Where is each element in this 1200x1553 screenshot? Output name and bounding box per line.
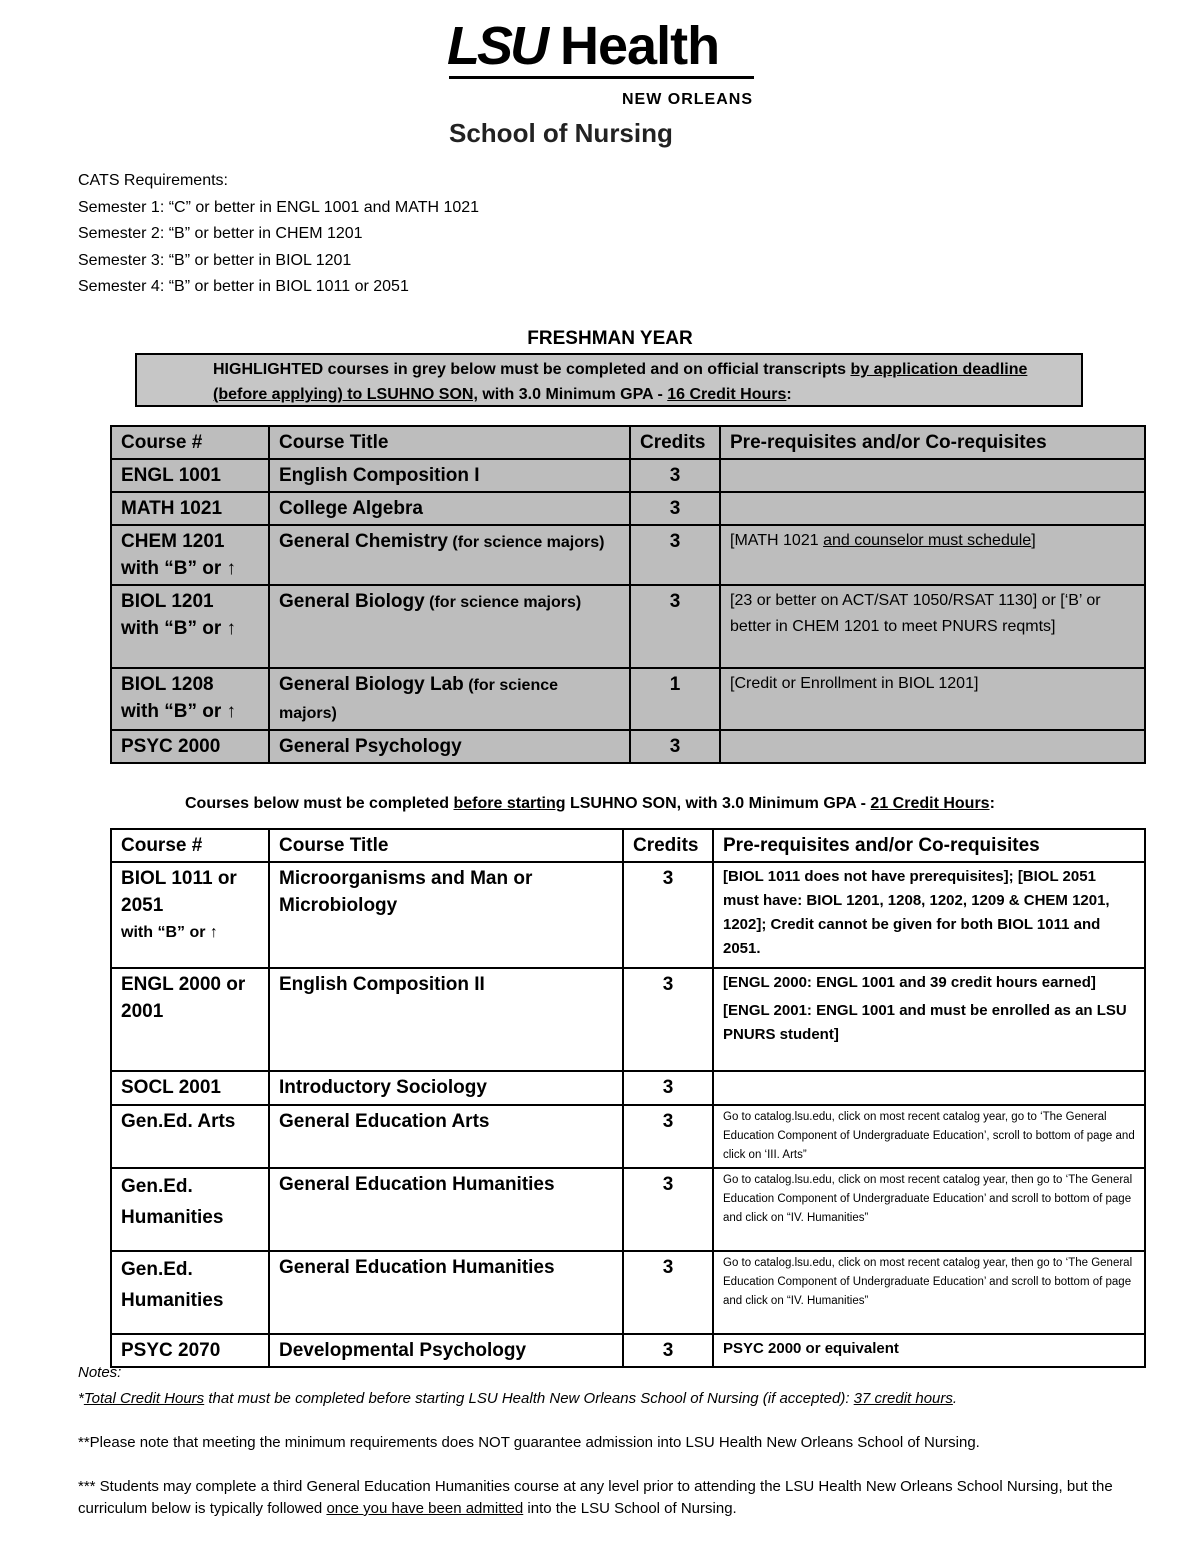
course-title: English Composition II — [269, 968, 623, 1071]
course-number: SOCL 2001 — [111, 1071, 269, 1105]
course-credits: 3 — [623, 862, 713, 968]
course-credits: 3 — [630, 459, 720, 492]
table-row — [111, 1168, 1145, 1251]
course-prereqs: [Credit or Enrollment in BIOL 1201] — [720, 668, 1145, 730]
cats-line: Semester 1: “C” or better in ENGL 1001 and MATH 1021 — [78, 198, 480, 216]
course-title: Introductory Sociology — [269, 1071, 623, 1105]
course-number: BIOL 1011 or 2051 with “B” or ↑ — [111, 862, 269, 968]
notes-title: Notes: — [78, 1364, 122, 1381]
table-row — [111, 459, 1145, 492]
course-number: Gen.Ed. Humanities — [111, 1168, 269, 1251]
course-title: General Psychology — [269, 730, 630, 763]
grade-qualifier: with “B” or ↑ — [121, 924, 218, 941]
course-title: General Chemistry (for science majors) — [269, 525, 630, 585]
cats-title: CATS Requirements: — [78, 172, 228, 189]
school-name: School of Nursing — [449, 118, 673, 148]
table-row — [111, 1105, 1145, 1168]
pre-start-courses-table — [110, 828, 1146, 1368]
course-title: Microorganisms and Man or Microbiology — [269, 862, 623, 968]
header-course: Course # — [111, 829, 269, 862]
cats-requirements — [78, 168, 479, 301]
course-prereqs — [720, 730, 1145, 763]
note-no-guarantee: **Please note that meeting the minimum requirements does NOT guarantee admission into LSU Health New Orleans School of Nursing. — [78, 1434, 980, 1451]
course-prereqs — [720, 459, 1145, 492]
course-title: General Education Arts — [269, 1105, 623, 1168]
course-prereqs: [23 or better on ACT/SAT 1050/RSAT 1130] or [‘B’ or better in CHEM 1201 to meet PNURS reqmts] — [720, 585, 1145, 668]
logo-rule — [449, 76, 754, 79]
table-row — [111, 585, 1145, 668]
note-third-humanities: *** Students may complete a third General Education Humanities course at any level prior to attending the LSU Health New Orleans School Nursing, but the curriculum below is typically followed once you have been admitted into the LSU School of Nursing. — [78, 1478, 1113, 1517]
course-title: General Education Humanities — [269, 1168, 623, 1251]
course-credits: 3 — [623, 1168, 713, 1251]
course-credits: 3 — [623, 1071, 713, 1105]
course-credits: 3 — [623, 1105, 713, 1168]
table-row — [111, 525, 1145, 585]
course-credits: 1 — [630, 668, 720, 730]
course-number: ENGL 2000 or 2001 — [111, 968, 269, 1071]
course-title: College Algebra — [269, 492, 630, 525]
course-credits: 3 — [630, 492, 720, 525]
table-row — [111, 492, 1145, 525]
table-row — [111, 1251, 1145, 1334]
header-prereqs: Pre-requisites and/or Co-requisites — [720, 426, 1145, 459]
course-number: Gen.Ed. Humanities — [111, 1251, 269, 1334]
course-title: General Biology (for science majors) — [269, 585, 630, 668]
highlight-note: HIGHLIGHTED courses in grey below must be completed and on official transcripts by application deadline (before applying) to LSUHNO SON, with 3.0 Minimum GPA - 16 Credit Hours: — [213, 361, 1028, 403]
lsu-health-logo — [447, 16, 767, 148]
table-row — [111, 730, 1145, 763]
freshman-year-title: FRESHMAN YEAR — [527, 328, 693, 349]
course-prereqs: Go to catalog.lsu.edu, click on most recent catalog year, then go to ‘The General Education Component of Undergraduate Education’ and scroll to bottom of page and click on “IV. Humanities” — [713, 1251, 1145, 1334]
second-table-note: Courses below must be completed before starting LSUHNO SON, with 3.0 Minimum GPA - 21 Credit Hours: — [185, 795, 995, 812]
course-number: BIOL 1208 with “B” or ↑ — [111, 668, 269, 730]
cats-line: Semester 2: “B” or better in CHEM 1201 — [78, 225, 363, 242]
logo-wordmark: LSU Health — [447, 16, 720, 76]
notes-section — [78, 1362, 1158, 1520]
prerequisite-courses-table — [110, 425, 1146, 764]
course-number: ENGL 1001 — [111, 459, 269, 492]
course-number: MATH 1021 — [111, 492, 269, 525]
header-title: Course Title — [269, 829, 623, 862]
course-number: PSYC 2070 — [111, 1334, 269, 1367]
course-credits: 3 — [630, 730, 720, 763]
grade-qualifier: with “B” or ↑ — [121, 618, 237, 639]
table-header-row — [111, 426, 1145, 459]
table-row — [111, 668, 1145, 730]
course-title: General Education Humanities — [269, 1251, 623, 1334]
course-title: General Biology Lab (for science majors) — [269, 668, 630, 730]
logo-subtitle: NEW ORLEANS — [622, 91, 753, 108]
course-number: Gen.Ed. Arts — [111, 1105, 269, 1168]
course-title: English Composition I — [269, 459, 630, 492]
header-title: Course Title — [269, 426, 630, 459]
course-prereqs: [BIOL 1011 does not have prerequisites]; [BIOL 2051 must have: BIOL 1201, 1208, 1202, 1209 & CHEM 1201, 1202]; Credit cannot be given for both BIOL 1011 and 2051. — [713, 862, 1145, 968]
course-title: Developmental Psychology — [269, 1334, 623, 1367]
note-total-credits: *Total Credit Hours that must be completed before starting LSU Health New Orleans School of Nursing (if accepted): 37 credit hours. — [78, 1390, 958, 1407]
course-number: CHEM 1201 with “B” or ↑ — [111, 525, 269, 585]
course-prereqs — [713, 1071, 1145, 1105]
table-header-row — [111, 829, 1145, 862]
grade-qualifier: with “B” or ↑ — [121, 701, 237, 722]
course-prereqs — [720, 492, 1145, 525]
course-credits: 3 — [630, 525, 720, 585]
header-course: Course # — [111, 426, 269, 459]
highlight-note-box — [135, 353, 1083, 407]
course-number: PSYC 2000 — [111, 730, 269, 763]
course-credits: 3 — [623, 968, 713, 1071]
course-credits: 3 — [630, 585, 720, 668]
course-prereqs: [MATH 1021 and counselor must schedule] — [720, 525, 1145, 585]
course-prereqs: [ENGL 2000: ENGL 1001 and 39 credit hours earned] [ENGL 2001: ENGL 1001 and must be enrolled as an LSU PNURS student] — [713, 968, 1145, 1071]
cats-line: Semester 3: “B” or better in BIOL 1201 — [78, 251, 352, 269]
header-credits: Credits — [630, 426, 720, 459]
course-prereqs: PSYC 2000 or equivalent — [713, 1334, 1145, 1367]
table-row — [111, 1071, 1145, 1105]
header-credits: Credits — [623, 829, 713, 862]
cats-line: Semester 4: “B” or better in BIOL 1011 or 2051 — [78, 278, 409, 295]
header-prereqs: Pre-requisites and/or Co-requisites — [713, 829, 1145, 862]
course-prereqs: Go to catalog.lsu.edu, click on most recent catalog year, then go to ‘The General Education Component of Undergraduate Education’ and scroll to bottom of page and click on “IV. Humanities” — [713, 1168, 1145, 1251]
course-prereqs: Go to catalog.lsu.edu, click on most recent catalog year, go to ‘The General Education Component of Undergraduate Education’, scroll to bottom of page and click on ‘III. Arts” — [713, 1105, 1145, 1168]
course-number: BIOL 1201 with “B” or ↑ — [111, 585, 269, 668]
course-credits: 3 — [623, 1251, 713, 1334]
table-row — [111, 968, 1145, 1071]
grade-qualifier: with “B” or ↑ — [121, 558, 237, 579]
table-row — [111, 862, 1145, 968]
course-credits: 3 — [623, 1334, 713, 1367]
